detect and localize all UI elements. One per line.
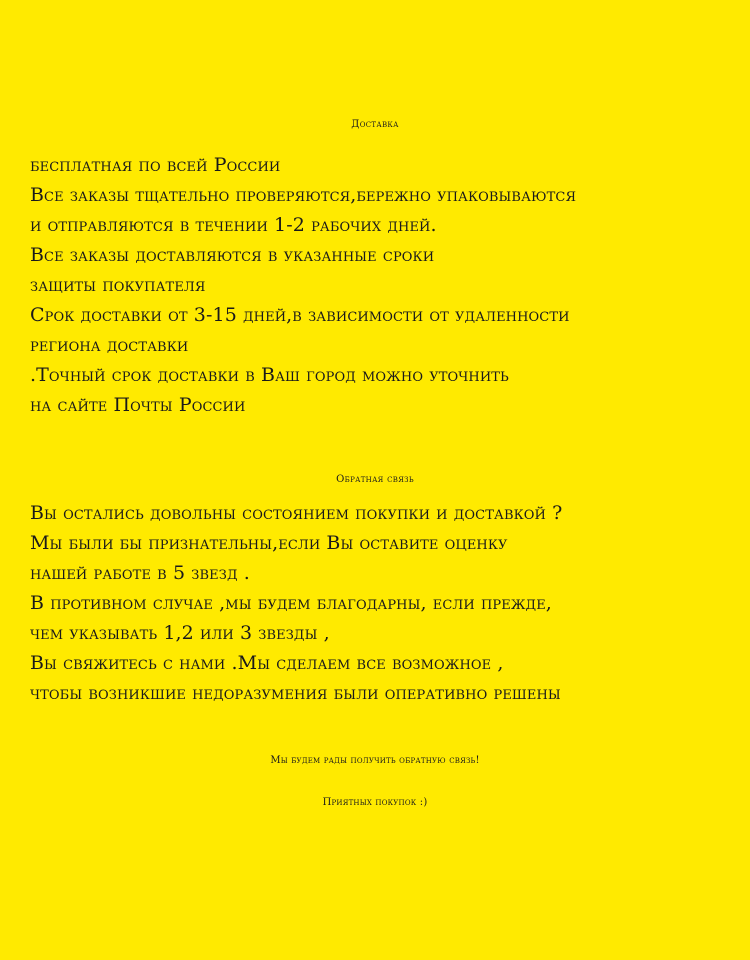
feedback-line: Вы остались довольны состоянием покупки и доставкой ? [30, 502, 563, 524]
delivery-line: защиты покупателя [30, 274, 206, 296]
feedback-line: чтобы возникшие недоразумения были оперативно решены [30, 682, 561, 704]
feedback-line: чем указывать 1,2 или 3 звезды , [30, 622, 330, 644]
delivery-line: региона доставки [30, 334, 189, 356]
delivery-line: Все заказы тщательно проверяются,бережно упаковываются [30, 184, 577, 206]
feedback-line: нашей работе в 5 звезд . [30, 562, 250, 584]
delivery-line: на сайте Почты России [30, 394, 246, 416]
delivery-line: бесплатная по всей России [30, 154, 281, 176]
delivery-line: и отправляются в течении 1-2 рабочих дней. [30, 214, 437, 236]
delivery-title: Доставка [351, 119, 399, 130]
feedback-line: Мы были бы признательны,если Вы оставите оценку [30, 532, 508, 554]
delivery-line: Все заказы доставляются в указанные сроки [30, 244, 435, 266]
closing-line-1: Мы будем рады получить обратную связь! [270, 755, 480, 766]
feedback-title: Обратная связь [336, 474, 414, 485]
delivery-line: Срок доставки от 3-15 дней,в зависимости от удаленности [30, 304, 570, 326]
closing-line-2: Приятных покупок :) [322, 797, 428, 808]
delivery-line: .Точный срок доставки в Ваш город можно уточнить [30, 364, 509, 386]
feedback-line: Вы свяжитесь с нами .Мы сделаем все возможное , [30, 652, 504, 674]
feedback-line: В противном случае ,мы будем благодарны, если прежде, [30, 592, 552, 614]
